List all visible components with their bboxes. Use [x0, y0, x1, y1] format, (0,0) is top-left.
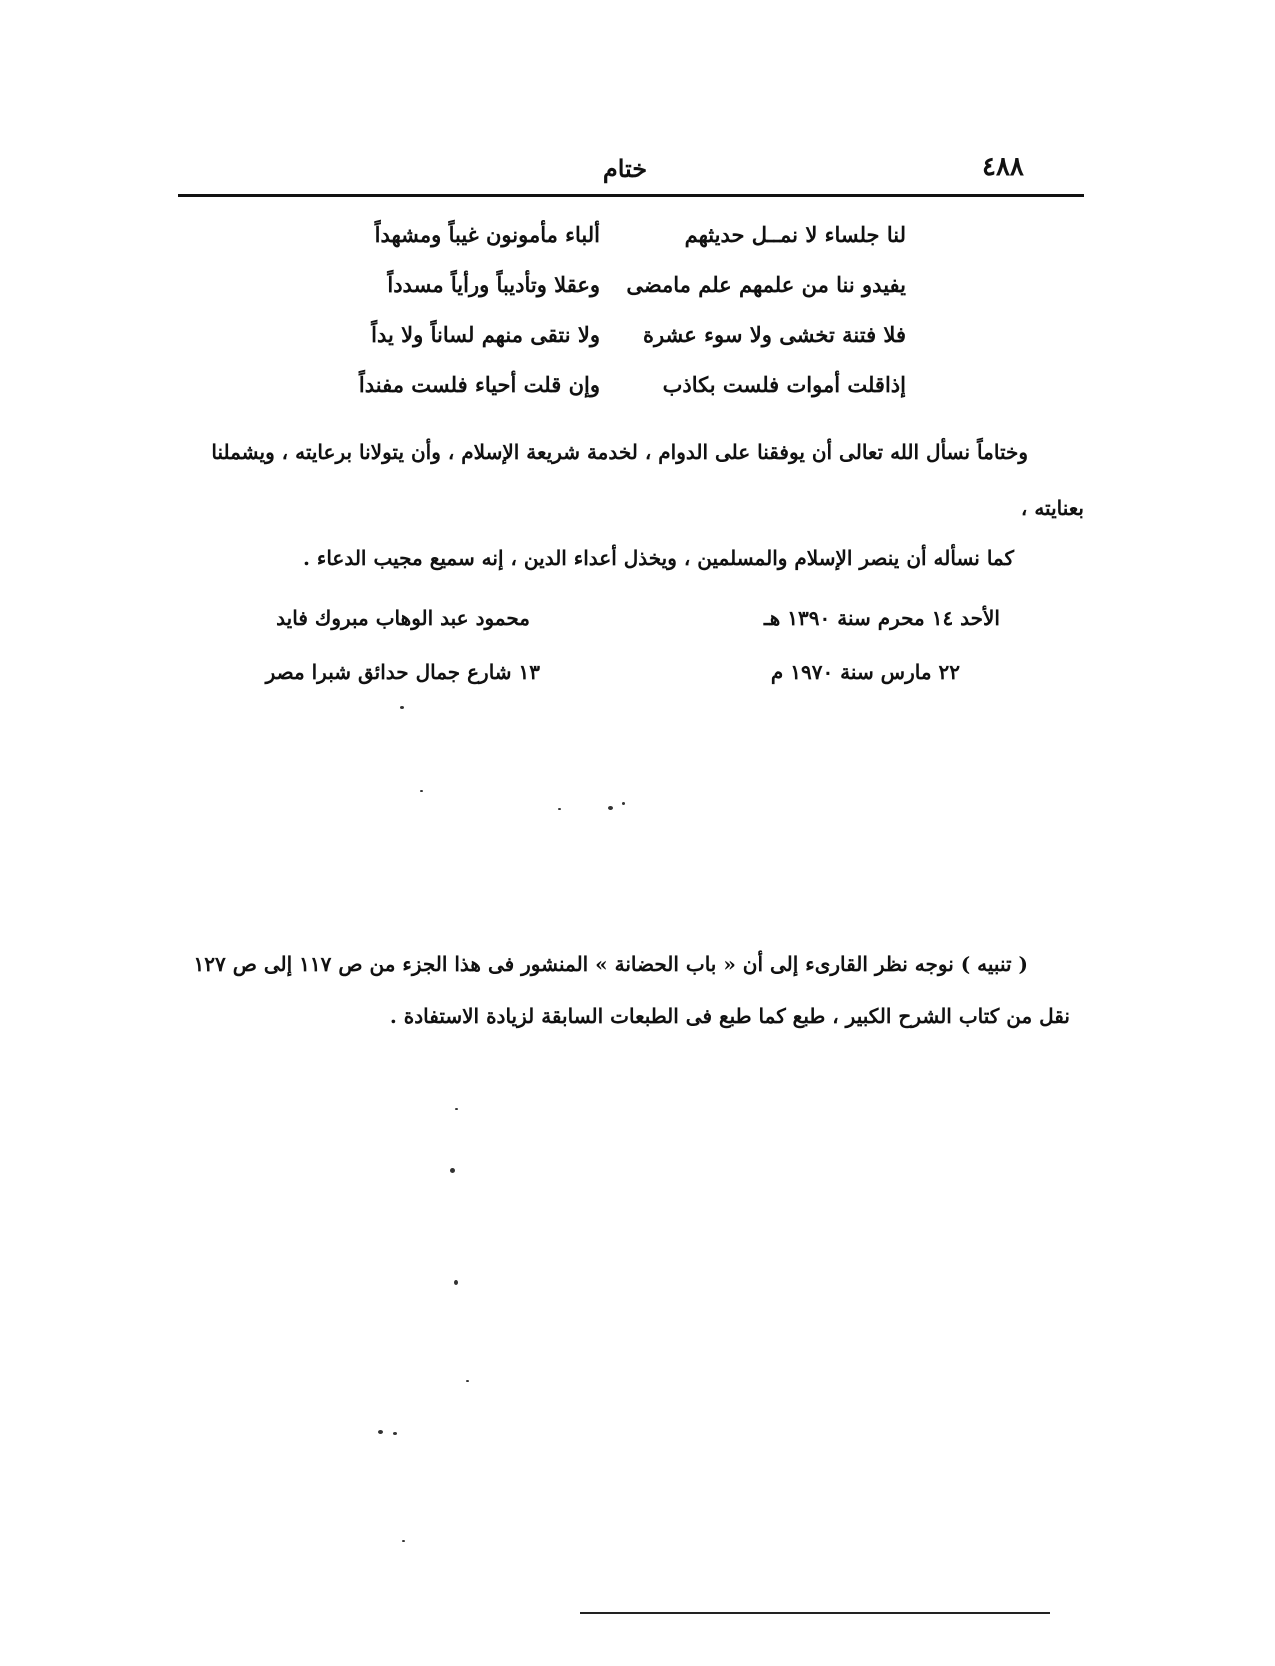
verse-1-second-hemistich: ألباء مأمونون غيباً ومشهداً — [374, 222, 600, 247]
note-line-1: ( تنبيه ) نوجه نظر القارىء إلى أن « باب الحضانة » المنشور فى هذا الجزء من ص ١١٧ إلى ص ١٢٧ — [193, 952, 1028, 976]
date-hijri: الأحد ١٤ محرم سنة ١٣٩٠ هـ — [763, 606, 1000, 630]
verse-3-first-hemistich: فلا فتنة تخشى ولا سوء عشرة — [642, 322, 906, 347]
scan-speck — [378, 1430, 383, 1434]
author-address: ١٣ شارع جمال حدائق شبرا مصر — [265, 660, 540, 684]
closing-line-3: كما نسأله أن ينصر الإسلام والمسلمين ، ويخذل أعداء الدين ، إنه سميع مجيب الدعاء . — [302, 546, 1014, 570]
scan-speck — [454, 1280, 458, 1285]
verse-4-first-hemistich: إذاقلت أموات فلست بكاذب — [662, 372, 906, 397]
scan-speck — [558, 808, 561, 810]
scan-speck — [400, 706, 404, 709]
date-gregorian: ٢٢ مارس سنة ١٩٧٠ م — [770, 660, 960, 684]
verse-2-first-hemistich: يفيدو ننا من علمهم علم مامضى — [626, 272, 906, 297]
scan-speck — [455, 1108, 458, 1110]
author-name: محمود عبد الوهاب مبروك فايد — [276, 606, 530, 630]
scan-speck — [393, 1432, 397, 1435]
verse-4-second-hemistich: وإن قلت أحياء فلست مفنداً — [358, 372, 600, 397]
scan-speck — [402, 1540, 405, 1542]
note-line-2: نقل من كتاب الشرح الكبير ، طبع كما طبع فى الطبعات السابقة لزيادة الاستفادة . — [389, 1004, 1070, 1028]
closing-line-2: بعنايته ، — [1020, 496, 1084, 520]
scan-speck — [450, 1168, 455, 1173]
verse-1-first-hemistich: لنا جلساء لا نمــل حديثهم — [684, 222, 906, 247]
scan-speck — [622, 802, 625, 805]
running-title: ختام — [602, 154, 648, 183]
closing-line-1: وختاماً نسأل الله تعالى أن يوفقنا على الدوام ، لخدمة شريعة الإسلام ، وأن يتولانا برعايته ، ويشملنا — [211, 440, 1028, 464]
page-number: ٤٨٨ — [982, 152, 1024, 182]
header-rule — [178, 194, 1084, 197]
scan-speck — [466, 1380, 469, 1382]
footer-rule — [580, 1612, 1050, 1614]
scan-speck — [608, 806, 613, 810]
verse-2-second-hemistich: وعقلا وتأديباً ورأياً مسدداً — [387, 272, 600, 297]
scan-speck — [420, 790, 423, 792]
verse-3-second-hemistich: ولا نتقى منهم لساناً ولا يداً — [371, 322, 600, 347]
